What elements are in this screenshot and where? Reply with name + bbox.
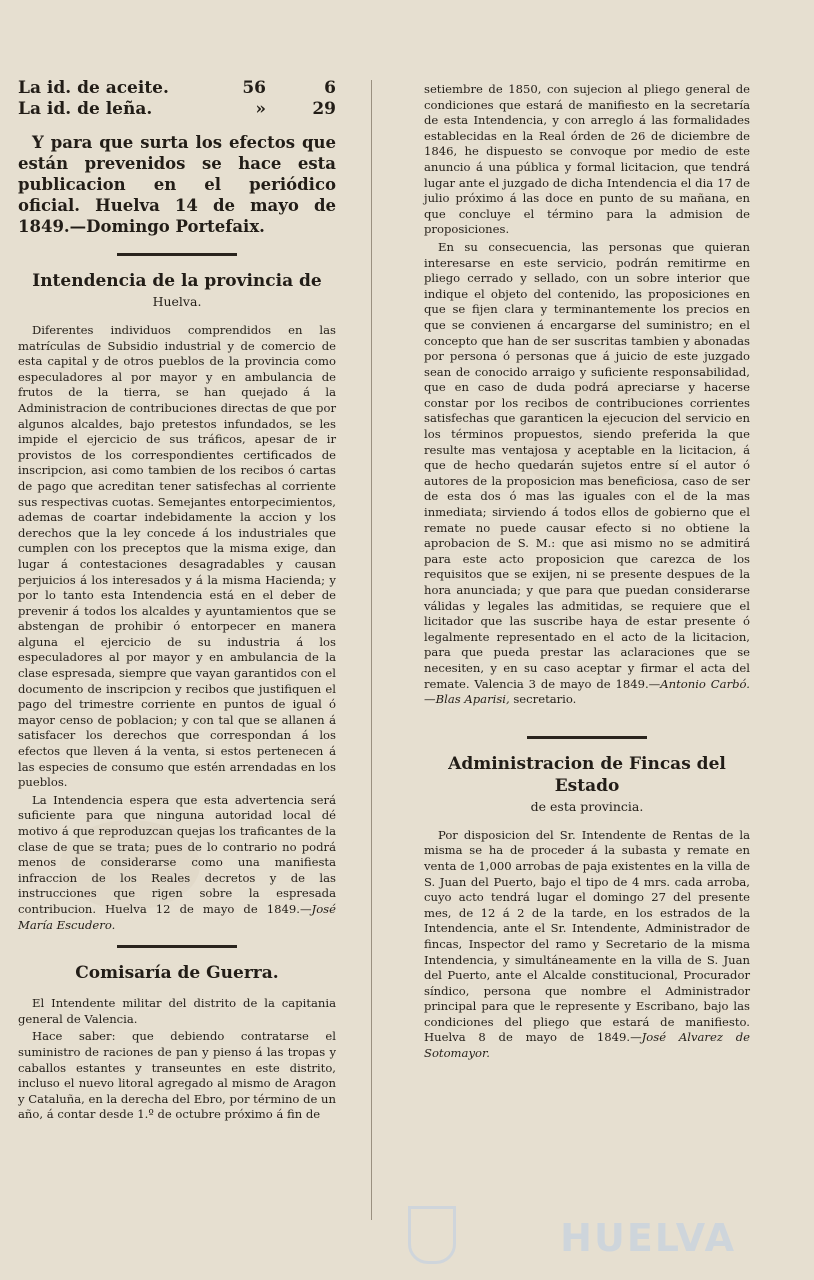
- article-paragraph: Hace saber: que debiendo contratarse el suministro de raciones de pan y pienso á las tropas y caballos estantes y transeuntes en este distrito, incluso el nuevo litoral agregado al mismo de Aragon y Cataluña, en la derecha del Ebro, por término de un año, á contar desde 1.º de octubre próximo á fin de: [18, 1029, 336, 1122]
- column-rule: [371, 80, 372, 1220]
- article-paragraph: El Intendente militar del distrito de la capitania general de Valencia.: [18, 996, 336, 1026]
- section-title: Administracion de Fincas del Estado: [448, 753, 726, 796]
- tariff-label: La id. de aceite.: [18, 78, 169, 98]
- section-subtitle: de esta provincia.: [530, 798, 644, 814]
- article-paragraph-text: En su consecuencia, las personas que quieran interesarse en este servicio, podrán remitirme en pliego cerrado y sellado, con un sobre interior que indique el objeto del contenido, las proposiciones en que se fijen clara y terminantemente los precios en que se convienen á encargarse del suministro; en el concepto que han de ser suscritas tambien y abonadas por persona ó personas que á juicio de este juzgado sean de conocido arraigo y suficiente responsabilidad, que en caso de duda podrá apreciarse y hacerse constar por los recibos de contribuciones corrientes satisfechas que garanticen la ejecucion del servicio en los términos propuestos, siendo preferida la que resulte mas ventajosa y aceptable en la licitacion, á que de hecho quedarán sujetos entre sí el autor ó autores de la proposicion mas beneficiosa, caso de ser de esta dos ó mas las iguales con el de la mas inmediata; sirviendo á todos ellos de gobierno que el remate no puede causar efecto si no obtiene la aprobacion de S. M.: que asi mismo no se admitirá para este acto proposicion que carezca de los requisitos que se exijen, ni se presente despues de la hora anunciada; y que para que puedan considerarse válidas y legales las admitidas, se requiere que el licitador que las suscribe haya de estar presente ó legalmente representado en el acto de la licitacion, para que pueda prestar las aclaraciones que se necesiten, y en su caso aceptar y firmar el acta del remate. Valencia 3 de mayo de 1849.—: [424, 239, 750, 691]
- article-paragraph: [424, 828, 750, 1062]
- article-body: [424, 82, 750, 708]
- watermark-text: HUELVA: [560, 1216, 736, 1260]
- signature: —José Alvarez de Sotomayor.: [424, 1030, 750, 1061]
- section-subtitle: Huelva.: [152, 294, 202, 309]
- tariff-value: 6: [324, 78, 336, 98]
- article-paragraph: setiembre de 1850, con sujecion al pliego general de condiciones que estará de manifiesto en la secretaría de esta Intendencia, y con arreglo á las formalidades establecidas en la Real órden de 26 de diciembre de 1846, he dispuesto se convoque por medio de este anuncio á una pública y formal licitacion, que tendrá lugar ante el juzgado de dicha Intendencia el dia 17 de julio próximo á las doce en punto de su mañana, en que concluye el término para la admision de proposiciones.: [424, 82, 750, 237]
- article-body: [424, 828, 750, 1062]
- left-column: [18, 78, 336, 1123]
- right-column: [424, 82, 750, 1062]
- section-divider: [527, 736, 647, 739]
- article-paragraph: Diferentes individuos comprendidos en las matrículas de Subsidio industrial y de comercio de esta capital y de otros pueblos de la provincia como especuladores al por mayor y en ambulancia de frutos de la tierra, se han quejado á la Administracion de contribuciones directas de que por algunos alcaldes, bajo pretestos infundados, se les impide el ejercicio de sus tráficos, apesar de ir provistos de los correspondientes certificados de inscripcion, asi como tambien de los recibos ó cartas de pago que acreditan tener satisfechas al corriente sus respectivas cuotas. Semejantes entorpecimientos, ademas de coartar indebidamente la accion y los derechos que la ley concede á los industriales que cumplen con los preceptos que la misma exige, dan lugar á contestaciones desagradables y causan perjuicios á los interesados y á la misma Hacienda; y por lo tanto esta Intendencia está en el deber de prevenir á todos los alcaldes y ayuntamientos que se abstengan de prohibir ó entorpecer en manera alguna el ejercicio de su industria á los especuladores al por mayor y en ambulancia de la clase espresada, siempre que vayan garantidos con el documento de inscripcion y recibos que justifiquen el pago del trimestre corriente en puntos de igual ó mayor censo de poblacion; y con tal que se allanen á satisfacer los derechos que correspondan á los efectos que lleven á la venta, si estos pertenecen á las especies de consumo que estén arrendadas en los pueblos.: [18, 323, 336, 790]
- article-paragraph-text: Por disposicion del Sr. Intendente de Rentas de la misma se ha de proceder á la subasta y remate en venta de 1,000 arrobas de paja existentes en la villa de S. Juan del Puerto, bajo el tipo de 4 mrs. cada arroba, cuyo acto tendrá lugar el domingo 27 del presente mes, de 12 á 2 de la tarde, en los estrados de la Intendencia, ante el Sr. Intendente, Administrador de fincas, Inspector del ramo y Secretario de la misma Intendencia, y simultáneamente en la villa de S. Juan del Puerto, ante el Alcalde constitucional, Procurador síndico, persona que nombre el Administrador principal para que le represente y Escribano, bajo las condiciones del pliego que estará de manifiesto. Huelva 8 de mayo de 1849.: [424, 827, 750, 1045]
- article-paragraph-text: La Intendencia espera que esta advertencia será suficiente para que ninguna autoridad local dé motivo á que reproduzcan quejas los traficantes de la clase de que se trata; pues de lo contrario no podrá menos de considerarse como una manifiesta infraccion de los Reales decretos y de las instrucciones que rigen sobre la espresada contribucion. Huelva 12 de mayo de 1849.—: [18, 792, 336, 916]
- article-paragraph: [18, 793, 336, 933]
- article-body: [18, 323, 336, 933]
- tariff-value: »: [255, 99, 266, 119]
- signature: Antonio Carbó.—Blas Aparisi,: [424, 676, 750, 707]
- section-title: Comisaría de Guerra.: [75, 963, 279, 984]
- tariff-value: 56: [242, 78, 266, 98]
- closing-notice: Y para que surta los efectos que están prevenidos se hace esta publicacion en el periódico oficial. Huelva 14 de mayo de 1849.—Domingo Portefaix.: [18, 133, 336, 236]
- watermark-shield-icon: [408, 1206, 456, 1264]
- tariff-value: 29: [312, 99, 336, 119]
- tariff-row: [18, 78, 336, 99]
- article-paragraph: [424, 240, 750, 708]
- section-divider: [117, 945, 237, 948]
- signature: José María Escudero.: [18, 901, 336, 932]
- tariff-label: La id. de leña.: [18, 99, 153, 119]
- tariff-row: [18, 99, 336, 120]
- article-body: [18, 996, 336, 1123]
- tariff-table: [18, 78, 336, 120]
- signature-role: secretario.: [509, 692, 577, 707]
- section-divider: [117, 253, 237, 256]
- section-title: Intendencia de la provincia de: [32, 271, 322, 291]
